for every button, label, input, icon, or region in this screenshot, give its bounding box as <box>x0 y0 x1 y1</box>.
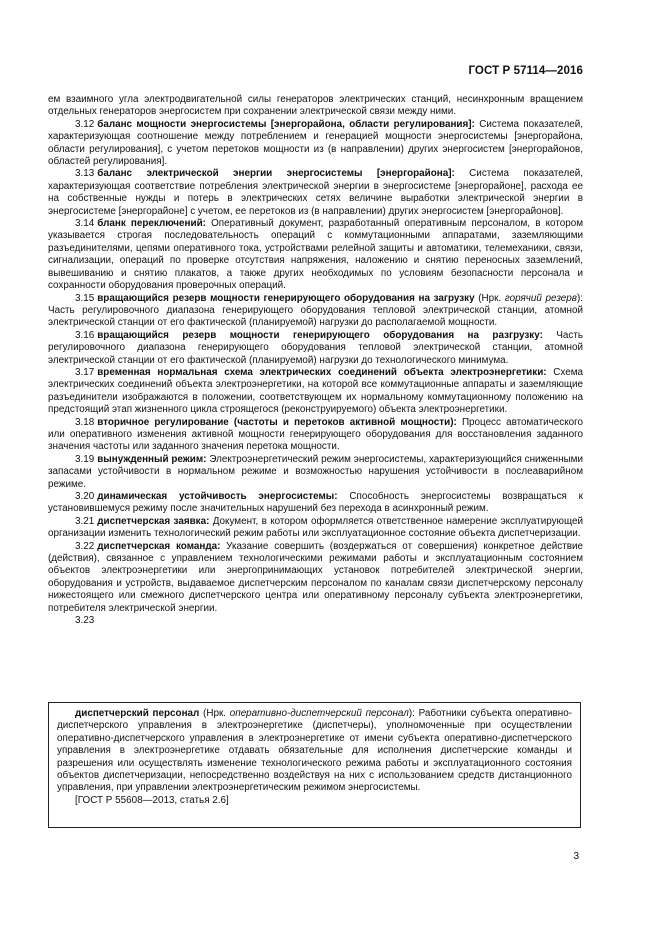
entry-term: вторичное регулирование (частоты и перетоков активной мощности): <box>97 416 457 428</box>
document-header: ГОСТ Р 57114—2016 <box>468 65 583 77</box>
boxed-definition-text <box>57 708 572 795</box>
entry-3-14 <box>48 218 583 292</box>
boxed-term: диспетчерский персонал <box>75 708 200 719</box>
entry-term: вращающийся резерв мощности генерирующего оборудования на загрузку <box>97 292 475 304</box>
entry-number: 3.12 <box>75 118 95 130</box>
entry-term: бланк переключений: <box>97 218 206 230</box>
entry-definition: Документ, в котором оформляется ответственное намерение эксплуатирующей организации изменить технологический режим работы или эксплуатационное состояние объекта диспетчеризации. <box>48 515 583 540</box>
entry-number: 3.15 <box>75 292 95 304</box>
entry-definition: Схема электрических соединений объекта электроэнергетики, на которой все коммутационные аппараты и заземляющие разъединители изображаются в положении, соответствующем их нормальному коммутационному положению на предстоящий этап жизненного цикла строящегося (реконструируемого) объекта электроэнергетики. <box>48 366 583 416</box>
entry-term: динамическая устойчивость энергосистемы: <box>97 491 338 502</box>
entry-number: 3.22 <box>75 540 95 552</box>
document-body <box>48 94 583 627</box>
entry-nonrecommended-prefix: (Нрк. <box>474 292 505 304</box>
entry-number: 3.18 <box>75 416 95 428</box>
entry-number: 3.20 <box>75 491 95 502</box>
intro-paragraph: ем взаимного угла электродвигательной силы генераторов электрических станций, несинхронным вращением отдельных генераторов энергосистем при сохранении электрической связи между ними. <box>48 94 583 118</box>
entry-nonrecommended-term: горячий резерв <box>504 292 577 304</box>
entry-3-22 <box>48 541 583 615</box>
entry-definition: Указание совершить (воздержаться от совершения) конкретное действие (действия), связанное с управлением технологическими режимами работы и эксплуатационным состоянием объектов электроэнергетики или энергопринимающих установок потребителей электрической энергии, оборудования и устройств, выдаваемое диспетчерским персоналом по каналам связи диспетчерскому персоналу нижестоящего или смежного диспетчерского центра или оперативному персоналу субъекта электроэнергетики, потребителя электрической энергии. <box>48 540 583 614</box>
boxed-nonrecommended-prefix: (Нрк. <box>199 708 230 719</box>
boxed-definition <box>48 702 581 828</box>
entry-3-23-number: 3.23 <box>75 615 95 627</box>
entry-3-18 <box>48 417 583 454</box>
entry-definition: Часть регулировочного диапазона генерирующего оборудования тепловой электрической станции, атомной электрической станции от его фактической (планируемой) нагрузки до технологического минимума. <box>48 329 583 366</box>
entry-3-12 <box>48 119 583 169</box>
entry-term: баланс электрической энергии энергосистемы [энергорайона]: <box>97 168 455 180</box>
entry-3-19 <box>48 454 583 491</box>
entry-definition: Оперативный документ, разработанный оперативным персоналом, в котором указывается строгая последовательность операций с коммутационными аппаратами, заземляющими разъединителями, цепями оперативного тока, устройствами релейной защиты и автоматики, телемеханики, связи, сигнализации, операций по проверке отсутствия напряжения, наложению и снятию переносных заземлений, вывешиванию и снятию плакатов, а также других необходимых по условиям безопасности персонала и сохранности оборудования проверочных операций. <box>48 218 583 292</box>
entry-3-15 <box>48 293 583 330</box>
boxed-source-reference: [ГОСТ Р 55608—2013, статья 2.6] <box>75 794 229 806</box>
entry-3-17 <box>48 367 583 417</box>
entry-definition: Система показателей, характеризующая соответствие потребления электрической энергии в энергосистеме [энергорайоне], расхода ее на собственные нужды и потерь в электрических сетях величине выработки электрической энергии в энергосистеме [энергорайоне] с учетом, ее перетоков из (в направлении) других энергосистем [энергорайонов]. <box>48 168 583 217</box>
entry-term: баланс мощности энергосистемы [энергорайона, области регулирования]: <box>97 118 475 130</box>
boxed-definition-body: ): Работники субъекта оперативно-диспетчерского управления в электроэнергетике (диспетчеры), уполномоченные при осуществлении оперативно-диспетчерского управления в электроэнергетике от имени субъекта оперативно-диспетчерского управления в электроэнергетике отдавать обязательные для исполнения диспетчерские команды и разрешения или осуществлять изменение технологического режима работы и эксплуатационного состояния объектов диспетчеризации, непосредственно воздействуя на них с использованием средств дистанционного управления, при управлении электроэнергетическим режимом энергосистемы. <box>57 708 573 794</box>
entry-3-16 <box>48 330 583 367</box>
entry-3-20 <box>48 491 583 516</box>
entry-term: временная нормальная схема электрических соединений объекта электроэнергетики: <box>97 366 547 378</box>
entry-number: 3.21 <box>75 515 95 527</box>
entry-number: 3.17 <box>75 366 95 378</box>
entry-number: 3.16 <box>75 329 95 341</box>
entry-number: 3.13 <box>75 168 95 180</box>
entry-definition: ): Часть регулировочного диапазона генерирующего оборудования тепловой электрической станции, атомной электрической станции от его фактической (планируемой) нагрузки до располагаемой мощности. <box>48 292 583 329</box>
page-number: 3 <box>573 851 579 862</box>
entry-term: вынужденный режим: <box>97 453 207 465</box>
entry-term: вращающийся резерв мощности генерирующего оборудования на разгрузку: <box>97 329 543 341</box>
entry-3-13 <box>48 168 583 218</box>
entry-definition: Процесс автоматического или оперативного изменения активной мощности генерирующего оборудования для восстановления заданного значения частоты или заданного значения перетока мощности. <box>48 416 583 453</box>
boxed-nonrecommended-term: оперативно-диспетчерский персонал <box>229 708 409 719</box>
entry-number: 3.19 <box>75 453 95 465</box>
entry-definition: Электроэнергетический режим энергосистемы, характеризующийся сниженными запасами устойчивости в нормальном режиме и возможностью нарушения устойчивости в послеаварийном режиме. <box>48 453 583 490</box>
entry-definition: Система показателей, характеризующая соотношение между потреблением и генерацией мощности энергосистемы [энергорайона, области регулирования], с учетом перетоков мощности из (в направлении) других энергосистем [энергорайонов, областей регулирования]. <box>48 118 583 168</box>
entry-definition: Способность энергосистемы возвращаться к установившемуся режиму после значительных нарушений без перехода в асинхронный режим. <box>48 491 583 515</box>
entry-term: диспетчерская заявка: <box>97 515 210 527</box>
entry-term: диспетчерская команда: <box>97 540 221 552</box>
entry-3-21 <box>48 516 583 541</box>
entry-number: 3.14 <box>75 218 95 230</box>
